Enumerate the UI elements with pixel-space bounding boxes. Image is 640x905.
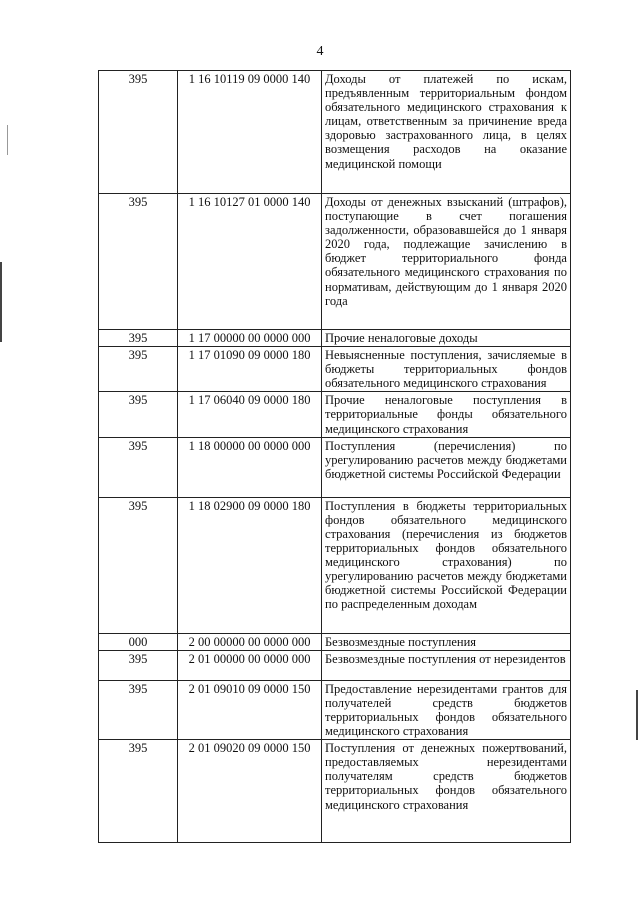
scan-edge-mark <box>7 125 8 155</box>
income-name-cell: Прочие неналоговые поступления в территориальные фонды обязательного медицинского страхования <box>322 392 571 437</box>
table-row <box>99 330 571 347</box>
income-name-cell: Безвозмездные поступления от нерезидентов <box>322 650 571 680</box>
table-row <box>99 740 571 843</box>
admin-code-cell: 395 <box>99 740 178 843</box>
budget-code-cell: 1 18 00000 00 0000 000 <box>178 437 322 497</box>
table-row <box>99 437 571 497</box>
table-row <box>99 392 571 437</box>
table-row <box>99 680 571 739</box>
admin-code-cell: 395 <box>99 194 178 330</box>
table-row <box>99 497 571 633</box>
budget-codes-table <box>98 70 571 843</box>
table-row <box>99 633 571 650</box>
budget-code-cell: 2 01 09020 09 0000 150 <box>178 740 322 843</box>
admin-code-cell: 395 <box>99 680 178 739</box>
income-name-cell: Поступления в бюджеты территориальных фондов обязательного медицинского страхования (перечисления из бюджетов территориальных фондов обязательного медицинского страхования) по урегулированию расчетов между бюджетами бюджетной системы Российской Федерации по распределенным доходам <box>322 497 571 633</box>
table-row <box>99 650 571 680</box>
table-row <box>99 71 571 194</box>
budget-code-cell: 1 17 00000 00 0000 000 <box>178 330 322 347</box>
budget-code-cell: 2 01 09010 09 0000 150 <box>178 680 322 739</box>
income-name-cell: Доходы от платежей по искам, предъявленным территориальным фондом обязательного медицинского страхования к лицам, ответственным за причинение вреда здоровью застрахованного лица, в целях возмещения расходов на оказание медицинской помощи <box>322 71 571 194</box>
admin-code-cell: 395 <box>99 392 178 437</box>
admin-code-cell: 395 <box>99 437 178 497</box>
admin-code-cell: 395 <box>99 330 178 347</box>
income-name-cell: Доходы от денежных взысканий (штрафов), поступающие в счет погашения задолженности, образовавшейся до 1 января 2020 года, подлежащие зачислению в бюджет территориального фонда обязательного медицинского страхования по нормативам, действующим до 1 января 2020 года <box>322 194 571 330</box>
budget-code-cell: 1 16 10119 09 0000 140 <box>178 71 322 194</box>
page-number: 4 <box>316 44 324 59</box>
income-name-cell: Невыясненные поступления, зачисляемые в бюджеты территориальных фондов обязательного медицинского страхования <box>322 347 571 392</box>
admin-code-cell: 395 <box>99 650 178 680</box>
budget-code-cell: 1 17 01090 09 0000 180 <box>178 347 322 392</box>
admin-code-cell: 000 <box>99 633 178 650</box>
income-name-cell: Прочие неналоговые доходы <box>322 330 571 347</box>
admin-code-cell: 395 <box>99 347 178 392</box>
income-name-cell: Поступления (перечисления) по урегулированию расчетов между бюджетами бюджетной системы Российской Федерации <box>322 437 571 497</box>
income-name-cell: Безвозмездные поступления <box>322 633 571 650</box>
income-name-cell: Предоставление нерезидентами грантов для получателей средств бюджетов территориальных фондов обязательного медицинского страхования <box>322 680 571 739</box>
admin-code-cell: 395 <box>99 497 178 633</box>
table-row <box>99 194 571 330</box>
budget-code-cell: 1 18 02900 09 0000 180 <box>178 497 322 633</box>
budget-code-cell: 1 16 10127 01 0000 140 <box>178 194 322 330</box>
scan-edge-mark <box>636 690 638 740</box>
scan-edge-mark <box>0 262 2 342</box>
budget-code-cell: 1 17 06040 09 0000 180 <box>178 392 322 437</box>
budget-code-cell: 2 00 00000 00 0000 000 <box>178 633 322 650</box>
budget-code-cell: 2 01 00000 00 0000 000 <box>178 650 322 680</box>
admin-code-cell: 395 <box>99 71 178 194</box>
income-name-cell: Поступления от денежных пожертвований, предоставляемых нерезидентами получателям средств бюджетов территориальных фондов обязательного медицинского страхования <box>322 740 571 843</box>
table-row <box>99 347 571 392</box>
